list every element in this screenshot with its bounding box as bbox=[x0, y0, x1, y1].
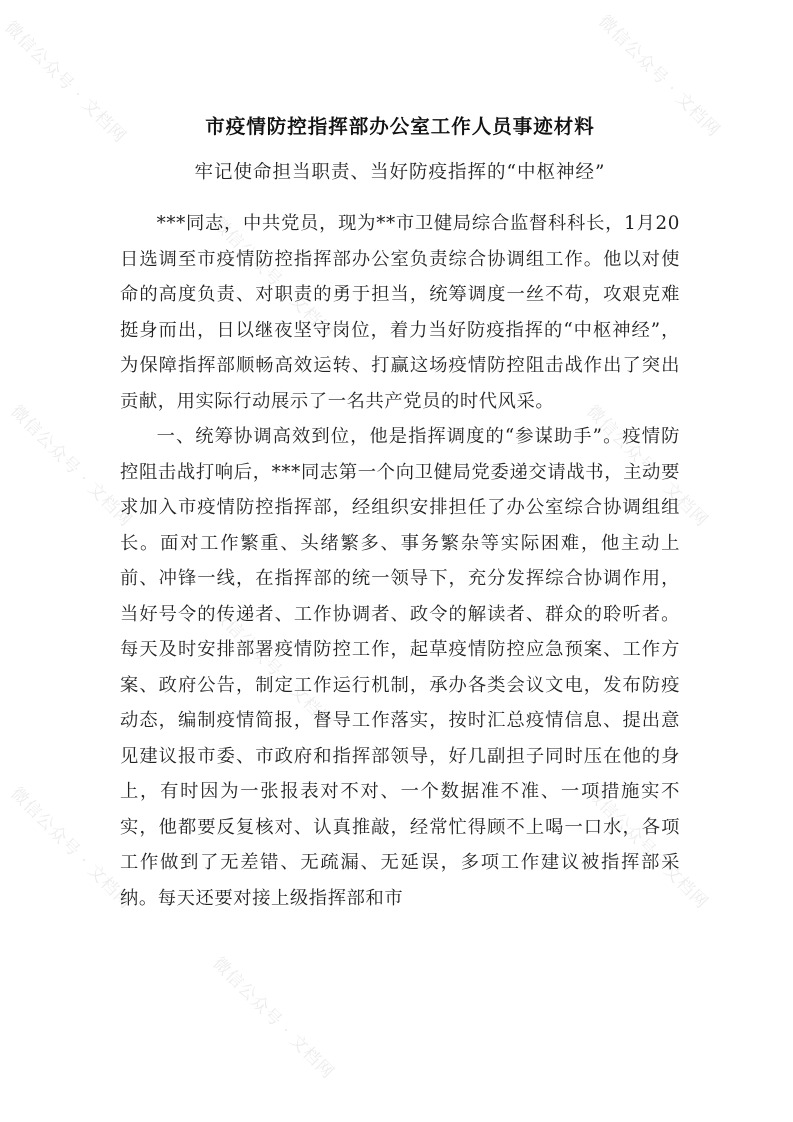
body-paragraph: ***同志，中共党员，现为**市卫健局综合监督科科长，1月20日选调至市疫情防控指挥部办公室负责综合协调组工作。他以对使命的高度负责、对职责的勇于担当，统筹调度一丝不苟，攻艰克难挺身而出，日以继夜坚守岗位，着力当好防疫指挥的“中枢神经”，为保障指挥部顺畅高效运转、打赢这场疫情防控阻击战作出了突出贡献，用实际行动展示了一名共产党员的时代风采。 bbox=[120, 213, 680, 412]
watermark-text: 微信公众号 · 文档网 bbox=[6, 401, 136, 532]
body-paragraph: 一、统筹协调高效到位，他是指挥调度的“参谋助手”。疫情防控阻击战打响后，***同志第一个向卫健局党委递交请战书，主动要求加入市疫情防控指挥部，经组织安排担任了办公室综合协调组组长。面对工作繁重、头绪繁多、事务繁杂等实际困难，他主动上前、冲锋一线，在指挥部的统一领导下，充分发挥综合协调作用，当好号令的传递者、工作协调者、政令的解读者、群众的聆听者。每天及时安排部署疫情防控工作，起草疫情防控应急预案、工作方案、政府公告，制定工作运行机制，承办各类会议文电，发布防疫动态，编制疫情简报，督导工作落实，按时汇总疫情信息、提出意见建议报市委、市政府和指挥部领导，好几副担子同时压在他的身上，有时因为一张报表对不对、一个数据准不准、一项措施实不实，他都要反复核对、认真推敲，经常忙得顾不上喝一口水，各项工作做到了无差错、无疏漏、无延误，多项工作建议被指挥部采纳。每天还要对接上级指挥部和市 bbox=[120, 426, 680, 909]
watermark-text: 微信公众号 · 文档网 bbox=[208, 213, 338, 344]
document-subtitle: 牢记使命担当职责、当好防疫指挥的“中枢神经” bbox=[194, 162, 606, 183]
watermark-text: 微信公众号 · 文档网 bbox=[208, 603, 338, 734]
watermark-text: 微信公众号 · 文档网 bbox=[208, 953, 338, 1084]
watermark-text: 微信公众号 · 文档网 bbox=[582, 401, 712, 532]
watermark-text: 微信公众号 · 文档网 bbox=[594, 11, 724, 142]
document-title: 市疫情防控指挥部办公室工作人员事迹材料 bbox=[205, 115, 595, 138]
watermark-text: 微信公众号 · 文档网 bbox=[0, 17, 130, 148]
watermark-text: 微信公众号 · 文档网 bbox=[582, 783, 712, 914]
document-body bbox=[120, 112, 680, 916]
watermark-text: 微信公众号 · 文档网 bbox=[6, 783, 136, 914]
